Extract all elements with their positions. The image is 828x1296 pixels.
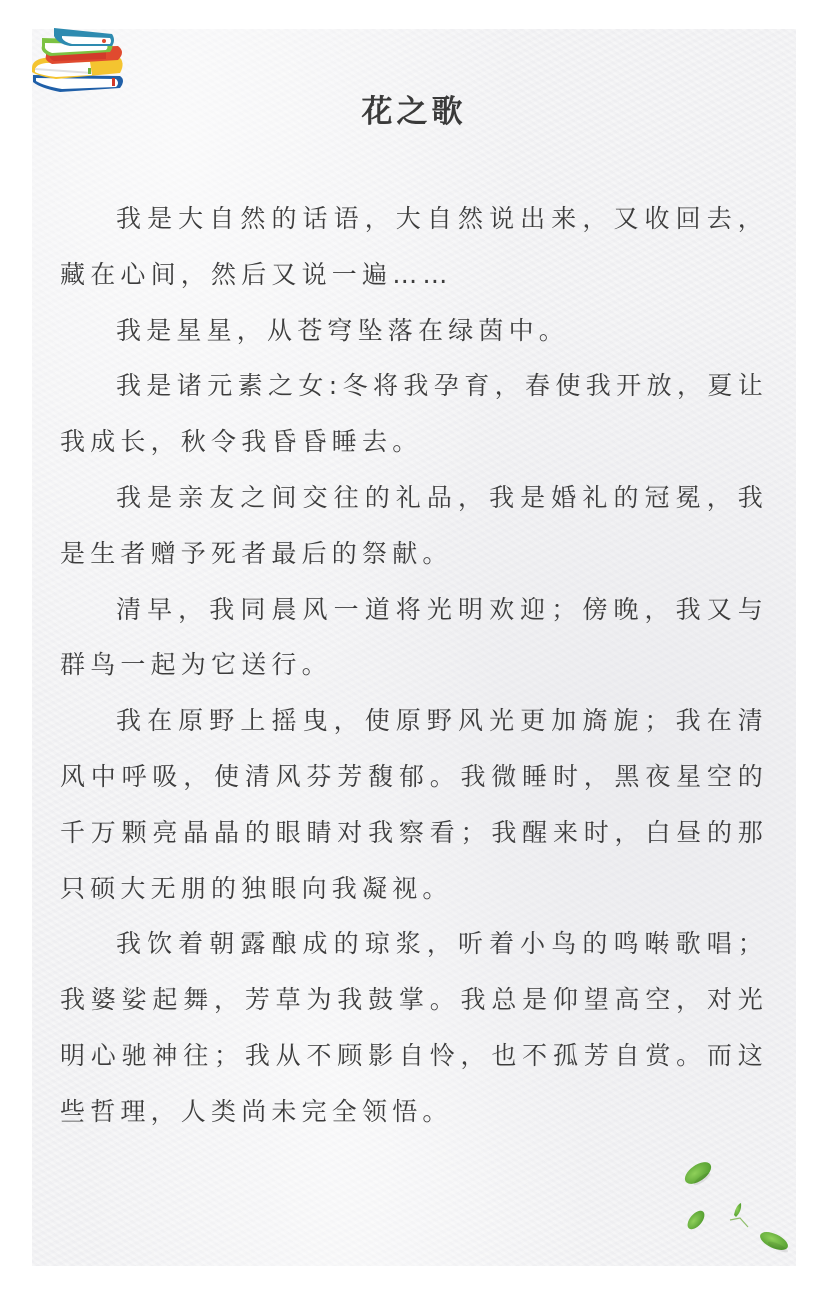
page-title: 花之歌 xyxy=(361,94,467,130)
green-leaves-icon xyxy=(676,1155,806,1265)
paragraph: 我饮着朝露酿成的琼浆，听着小鸟的鸣啭歌唱；我婆娑起舞，芳草为我鼓掌。我总是仰望高空，对光明心驰神往；我从不顾影自怜，也不孤芳自赏。而这些哲理，人类尚未完全领悟。 xyxy=(60,929,768,1126)
paragraph: 我是星星，从苍穹坠落在绿茵中。 xyxy=(116,315,570,345)
paragraph: 我是大自然的话语，大自然说出来，又收回去，藏在心间，然后又说一遍…… xyxy=(60,204,768,289)
paragraph: 我是诸元素之女:冬将我孕育，春使我开放，夏让我成长，秋令我昏昏睡去。 xyxy=(60,371,768,457)
stack-of-books-icon xyxy=(30,16,130,96)
paragraph: 我是亲友之间交往的礼品，我是婚礼的冠冕，我是生者赠予死者最后的祭献。 xyxy=(60,482,768,568)
paragraph: 我在原野上摇曳，使原野风光更加旖旎；我在清风中呼吸，使清风芬芳馥郁。我微睡时，黑夜星空的千万颗亮晶晶的眼睛对我察看；我醒来时，白昼的那只硕大无朋的独眼向我凝视。 xyxy=(60,706,768,903)
paragraph: 清早，我同晨风一道将光明欢迎；傍晚，我又与群鸟一起为它送行。 xyxy=(60,594,768,680)
poem-body xyxy=(60,191,768,1140)
